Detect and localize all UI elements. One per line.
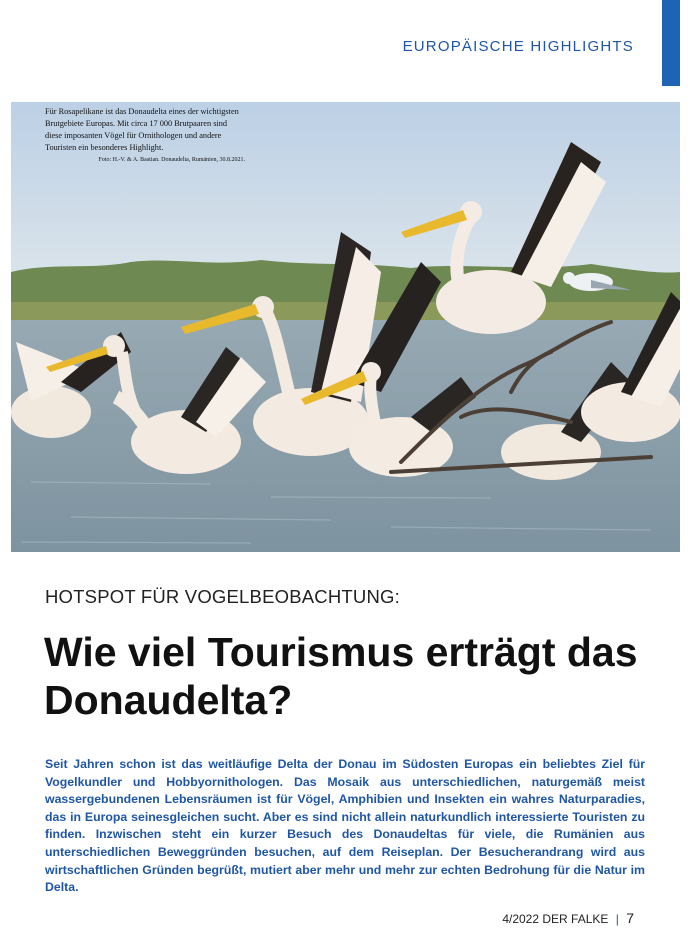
article-headline: Wie viel Tourismus erträgt das Donaudelta? — [44, 629, 638, 723]
pelican-photo — [11, 102, 680, 552]
article-kicker: HOTSPOT FÜR VOGELBEOBACHTUNG: — [45, 586, 400, 607]
page-footer — [502, 910, 634, 926]
footer-separator: | — [615, 912, 619, 926]
issue-number: 4/2022 — [502, 912, 540, 926]
pelican-photo-illustration — [11, 102, 680, 552]
photo-credit: Foto: H.-V. & A. Bastian. Donaudelta, Rumänien, 30.8.2021. — [98, 157, 245, 163]
page-number: 7 — [626, 910, 634, 926]
photo-caption — [45, 106, 245, 165]
photo-caption-text: Für Rosapelikane ist das Donaudelta eines der wichtigsten Brutgebiete Europas. Mit circa 17 000 Brutpaaren sind diese imposanten Vögel für Ornithologen und andere Touristen ein besonderes Highlight. — [45, 107, 239, 152]
section-color-tab — [662, 0, 680, 86]
article-lead: Seit Jahren schon ist das weitläufige Delta der Donau im Südosten Europas ein beliebtes Ziel für Vogelkundler und Hobbyornithologen. Das Mosaik aus unterschiedlichen, naturgemäß meist wassergebundenen Lebensräumen ist für Vögel, Amphibien und Insekten ein wahres Naturparadies, das in Europa seinesgleichen sucht. Aber es sind nicht allein naturkundlich interessierte Touristen zu finden. Inzwischen steht ein kurzer Besuch des Donaudeltas für viele, die Rumänien aus unterschiedlichen Beweggründen besuchen, auf dem Reiseplan. Der Besucherandrang wird aus wirtschaftlichen Gründen begrüßt, mutiert aber mehr und mehr zur echten Bedrohung für die Natur im Delta. — [45, 757, 645, 895]
section-label: EUROPÄISCHE HIGHLIGHTS — [402, 38, 634, 55]
magazine-name: DER FALKE — [542, 912, 609, 926]
